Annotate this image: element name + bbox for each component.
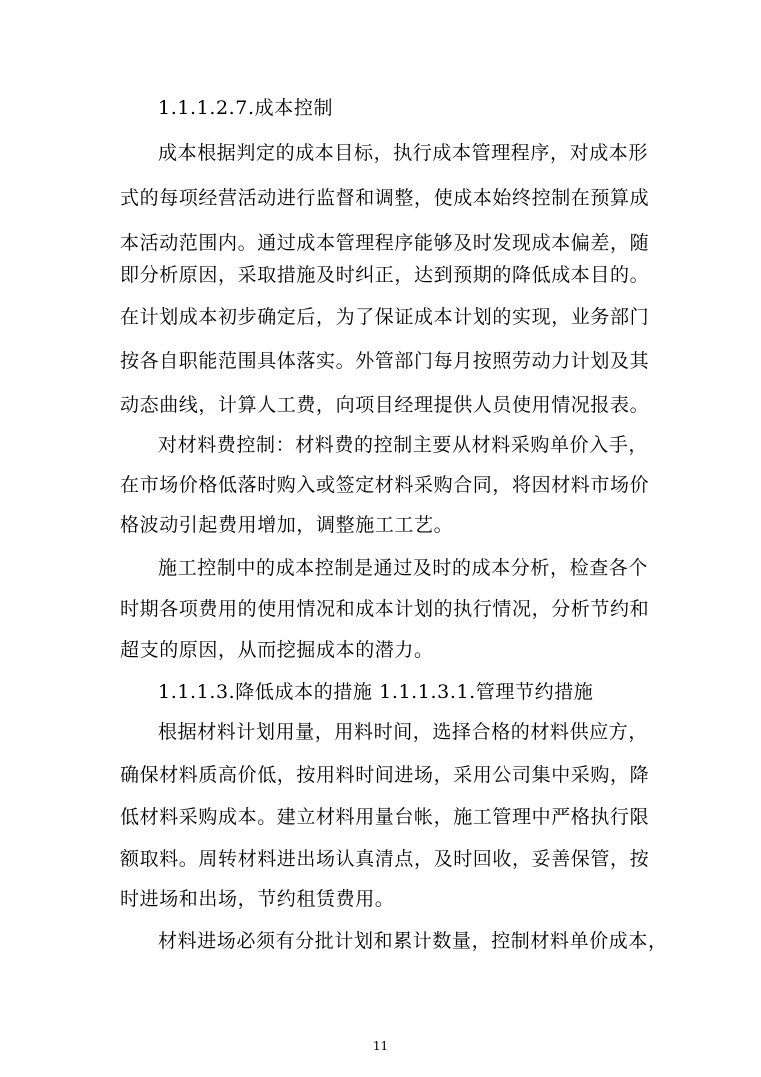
paragraph-line: 时进场和出场，节约租赁费用。 — [120, 888, 395, 910]
paragraph-line: 低材料采购成本。建立材料用量台帐，施工管理中严格执行限 — [120, 806, 650, 828]
paragraph-line: 即分析原因，采取措施及时纠正，达到预期的降低成本目的。 — [120, 264, 650, 286]
paragraph-line: 格波动引起费用增加，调整施工工艺。 — [120, 514, 454, 536]
paragraph-line: 本活动范围内。通过成本管理程序能够及时发现成本偏差，随 — [120, 232, 650, 254]
paragraph-line: 施工控制中的成本控制是通过及时的成本分析，检查各个 — [158, 557, 649, 579]
section-heading: 1.1.1.2.7.成本控制 — [158, 97, 334, 119]
paragraph-line: 对材料费控制：材料费的控制主要从材料采购单价入手， — [158, 434, 649, 456]
paragraph-line: 超支的原因，从而挖掘成本的潜力。 — [120, 639, 434, 661]
paragraph-line: 按各自职能范围具体落实。外管部门每月按照劳动力计划及其 — [120, 350, 650, 372]
paragraph-line: 式的每项经营活动进行监督和调整，使成本始终控制在预算成 — [120, 187, 650, 209]
paragraph-line: 时期各项费用的使用情况和成本计划的执行情况，分析节约和 — [120, 598, 650, 620]
page-number: 11 — [372, 1039, 389, 1053]
paragraph-line: 成本根据判定的成本目标，执行成本管理程序，对成本形 — [158, 142, 649, 164]
paragraph-line: 在市场价格低落时购入或签定材料采购合同，将因材料市场价 — [120, 474, 650, 496]
paragraph-line: 根据材料计划用量，用料时间，选择合格的材料供应方， — [158, 721, 649, 743]
paragraph-line: 在计划成本初步确定后，为了保证成本计划的实现，业务部门 — [120, 306, 650, 328]
section-heading: 1.1.1.3.降低成本的措施 1.1.1.3.1.管理节约措施 — [158, 681, 594, 703]
paragraph-line: 额取料。周转材料进出场认真清点，及时回收，妥善保管，按 — [120, 848, 650, 870]
paragraph-line: 材料进场必须有分批计划和累计数量，控制材料单价成本， — [158, 930, 668, 952]
paragraph-line: 确保材料质高价低，按用料时间进场，采用公司集中采购，降 — [120, 764, 650, 786]
paragraph-line: 动态曲线，计算人工费，向项目经理提供人员使用情况报表。 — [120, 394, 650, 416]
